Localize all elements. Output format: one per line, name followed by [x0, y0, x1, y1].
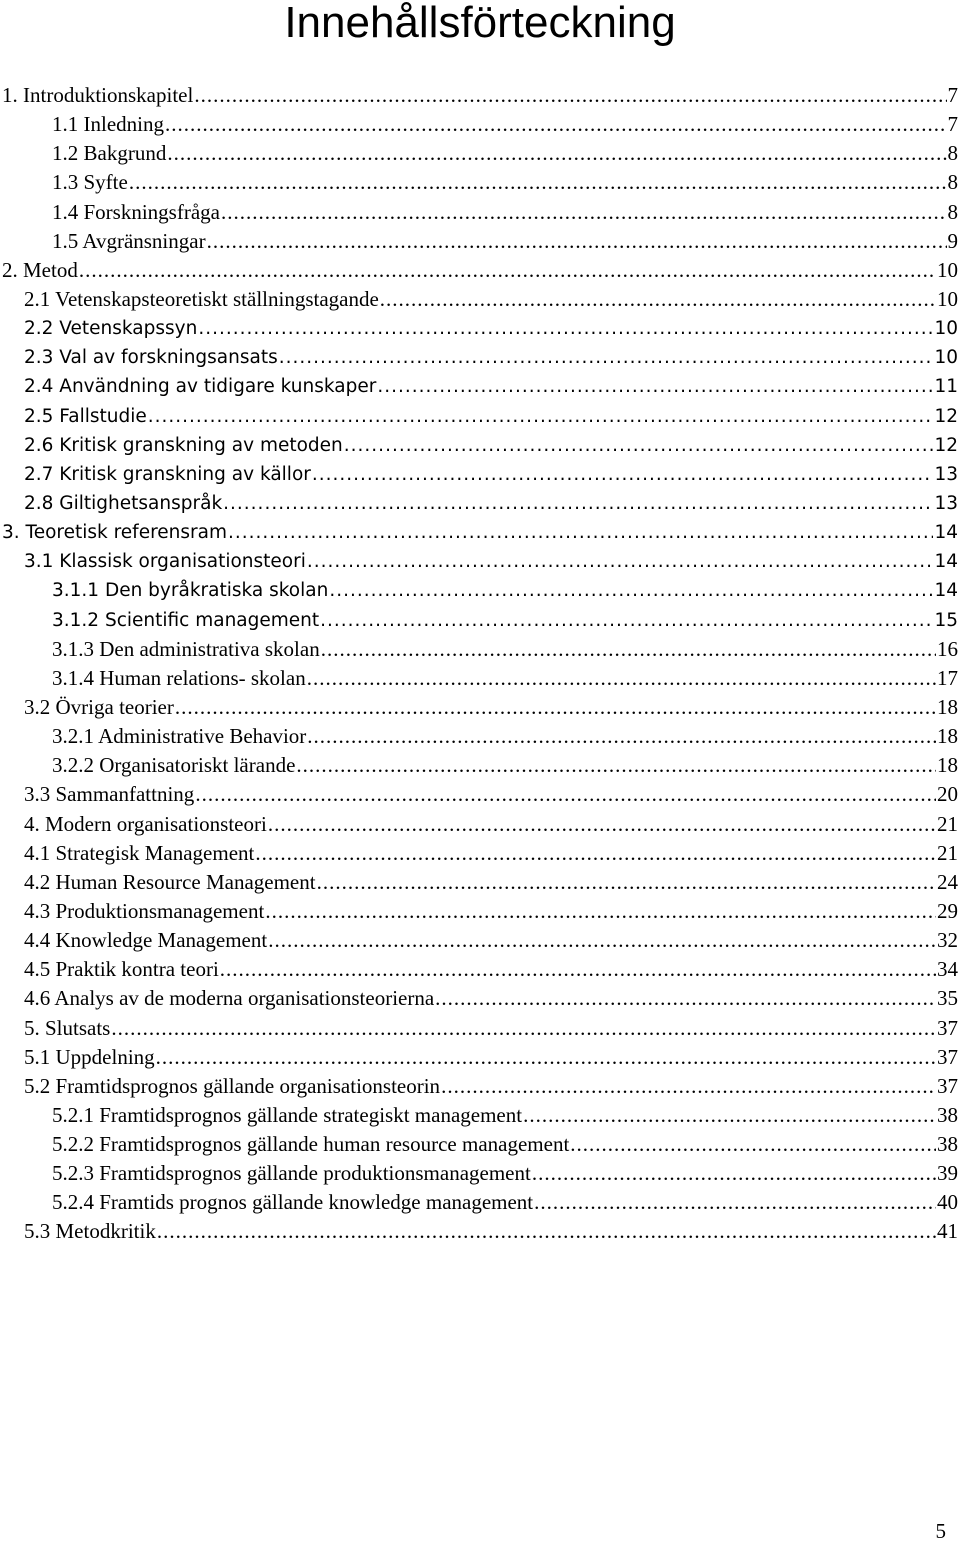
toc-entry-title: 3.2 Övriga teorier [24, 694, 174, 719]
toc-entry[interactable] [0, 227, 960, 256]
toc-entry-title: 3.1 Klassisk organisationsteori [24, 551, 306, 573]
toc-entry-page: 8 [947, 141, 958, 166]
toc-leader-dots [321, 635, 936, 664]
toc-entry-page: 7 [947, 112, 958, 137]
toc-leader-dots [255, 839, 936, 868]
toc-entry-title: 4.1 Strategisk Management [24, 840, 255, 865]
toc-entry[interactable] [0, 810, 960, 839]
toc-leader-dots [111, 1014, 936, 1043]
toc-leader-dots [441, 1072, 936, 1101]
toc-leader-dots [307, 664, 936, 693]
toc-entry[interactable] [0, 168, 960, 197]
toc-entry-page: 10 [934, 347, 958, 369]
toc-entry-page: 38 [937, 1102, 958, 1127]
toc-entry-title: 2.2 Vetenskapssyn [24, 318, 198, 340]
toc-entry-page: 13 [934, 492, 958, 514]
toc-entry-page: 7 [947, 83, 958, 107]
toc-entry-title: 3.2.1 Administrative Behavior [52, 724, 307, 749]
toc-entry-page: 38 [937, 1132, 958, 1157]
toc-entry-title: 1.5 Avgränsningar [52, 228, 206, 253]
toc-entry[interactable] [0, 780, 960, 809]
toc-entry-title: 2.7 Kritisk granskning av källor [24, 463, 311, 485]
toc-entry-title: 4.2 Human Resource Management [24, 869, 316, 894]
toc-leader-dots [207, 227, 947, 256]
toc-entry[interactable] [0, 606, 960, 635]
toc-entry-title: 2. Metod [2, 257, 78, 282]
toc-entry[interactable] [0, 1101, 960, 1130]
toc-leader-dots [532, 1159, 936, 1188]
toc-leader-dots [148, 402, 934, 431]
toc-entry[interactable] [0, 664, 960, 693]
toc-entry-page: 14 [934, 580, 958, 602]
toc-entry-page: 8 [947, 199, 958, 224]
toc-entry[interactable] [0, 693, 960, 722]
toc-leader-dots [329, 576, 933, 605]
toc-entry[interactable] [0, 1130, 960, 1159]
toc-entry-title: 3. Teoretisk referensram [2, 522, 227, 544]
toc-entry-title: 5.1 Uppdelning [24, 1044, 155, 1069]
toc-entry-page: 41 [937, 1219, 958, 1244]
toc-entry[interactable] [0, 926, 960, 955]
toc-leader-dots [435, 984, 936, 1013]
toc-leader-dots [377, 372, 933, 401]
toc-entry-title: 1. Introduktionskapitel [2, 83, 194, 107]
toc-entry-page: 9 [947, 228, 958, 253]
toc-leader-dots [268, 926, 936, 955]
toc-entry-page: 40 [937, 1190, 958, 1215]
toc-leader-dots [195, 780, 936, 809]
toc-leader-dots [307, 547, 934, 576]
toc-leader-dots [167, 139, 946, 168]
toc-leader-dots [296, 751, 936, 780]
toc-entry-title: 5. Slutsats [24, 1015, 111, 1040]
toc-entry-title: 3.1.4 Human relations- skolan [52, 665, 306, 690]
toc-entry-page: 12 [934, 405, 958, 427]
toc-entry[interactable] [0, 576, 960, 605]
toc-entry[interactable] [0, 460, 960, 489]
toc-entry[interactable] [0, 372, 960, 401]
toc-entry-title: 3.3 Sammanfattning [24, 782, 195, 807]
toc-entry[interactable] [0, 1217, 960, 1246]
toc-entry[interactable] [0, 256, 960, 285]
toc-leader-dots [268, 810, 936, 839]
toc-entry[interactable] [0, 81, 960, 110]
toc-entry-title: 4. Modern organisationsteori [24, 811, 267, 836]
toc-leader-dots [79, 256, 936, 285]
toc-entry[interactable] [0, 1014, 960, 1043]
toc-entry[interactable] [0, 722, 960, 751]
toc-entry-page: 11 [934, 376, 958, 398]
toc-entry-title: 4.5 Praktik kontra teori [24, 957, 219, 982]
toc-leader-dots [223, 489, 933, 518]
toc-entry-title: 3.2.2 Organisatoriskt lärande [52, 753, 296, 778]
toc-entry[interactable] [0, 402, 960, 431]
toc-leader-dots [279, 343, 934, 372]
toc-entry-title: 5.2 Framtidsprognos gällande organisationsteorin [24, 1073, 441, 1098]
toc-leader-dots [570, 1130, 936, 1159]
toc-leader-dots [523, 1101, 936, 1130]
toc-leader-dots [194, 81, 946, 110]
toc-entry-title: 2.4 Användning av tidigare kunskaper [24, 376, 377, 398]
page-number: 5 [935, 1519, 946, 1543]
toc-entry-page: 13 [934, 463, 958, 485]
toc-entry-title: 2.3 Val av forskningsansats [24, 347, 278, 369]
toc-leader-dots [380, 285, 936, 314]
toc-entry-page: 20 [937, 782, 958, 807]
toc-entry-page: 16 [937, 636, 958, 661]
toc-entry-page: 15 [934, 609, 958, 631]
toc-entry-title: 1.1 Inledning [52, 112, 164, 137]
toc-leader-dots [228, 518, 933, 547]
page-title: Innehållsförteckning [284, 0, 676, 47]
toc-entry-title: 3.1.3 Den administrativa skolan [52, 636, 320, 661]
toc-entry[interactable] [0, 1159, 960, 1188]
toc-leader-dots [165, 110, 947, 139]
toc-entry[interactable] [0, 431, 960, 460]
toc-leader-dots [221, 198, 947, 227]
toc-leader-dots [534, 1188, 936, 1217]
toc-leader-dots [312, 460, 934, 489]
toc-entry[interactable] [0, 198, 960, 227]
toc-entry-title: 4.6 Analys av de moderna organisationsteorierna [24, 986, 435, 1011]
toc-entry-page: 29 [937, 898, 958, 923]
toc-entry[interactable] [0, 751, 960, 780]
toc-leader-dots [307, 722, 936, 751]
toc-entry-page: 18 [937, 724, 958, 749]
toc-entry[interactable] [0, 518, 960, 547]
toc-leader-dots [317, 868, 936, 897]
toc-entry-page: 39 [937, 1161, 958, 1186]
toc-entry-page: 17 [937, 665, 958, 690]
toc-entry-title: 2.5 Fallstudie [24, 405, 147, 427]
toc-leader-dots [129, 168, 947, 197]
toc-entry-page: 18 [937, 694, 958, 719]
toc-entry-page: 10 [937, 286, 958, 311]
toc-entry-title: 5.2.1 Framtidsprognos gällande strategiskt management [52, 1102, 523, 1127]
toc-entry[interactable] [0, 635, 960, 664]
table-of-contents [0, 81, 960, 1247]
toc-entry[interactable] [0, 1043, 960, 1072]
toc-entry[interactable] [0, 1188, 960, 1217]
toc-entry-page: 14 [934, 551, 958, 573]
toc-leader-dots [157, 1217, 936, 1246]
toc-entry-page: 34 [937, 957, 958, 982]
toc-entry-title: 2.6 Kritisk granskning av metoden [24, 434, 343, 456]
toc-entry[interactable] [0, 868, 960, 897]
toc-entry[interactable] [0, 110, 960, 139]
toc-entry-title: 5.2.2 Framtidsprognos gällande human resource management [52, 1132, 570, 1157]
toc-entry-title: 1.2 Bakgrund [52, 141, 167, 166]
toc-leader-dots [265, 897, 936, 926]
toc-entry-page: 12 [934, 434, 958, 456]
toc-entry-page: 37 [937, 1073, 958, 1098]
toc-entry[interactable] [0, 1072, 960, 1101]
toc-entry-page: 10 [937, 257, 958, 282]
toc-entry-title: 5.3 Metodkritik [24, 1219, 156, 1244]
toc-leader-dots [344, 431, 934, 460]
toc-entry-page: 21 [937, 840, 958, 865]
toc-entry-title: 5.2.4 Framtids prognos gällande knowledge management [52, 1190, 534, 1215]
toc-leader-dots [220, 955, 936, 984]
toc-leader-dots [320, 606, 933, 635]
toc-entry-title: 5.2.3 Framtidsprognos gällande produktionsmanagement [52, 1161, 531, 1186]
toc-entry-title: 3.1.2 Scientific management [52, 609, 320, 631]
toc-entry-page: 21 [937, 811, 958, 836]
toc-entry[interactable] [0, 343, 960, 372]
toc-entry-title: 1.3 Syfte [52, 170, 128, 195]
toc-entry[interactable] [0, 547, 960, 576]
toc-entry[interactable] [0, 897, 960, 926]
toc-entry-page: 18 [937, 753, 958, 778]
toc-entry-title: 4.3 Produktionsmanagement [24, 898, 265, 923]
toc-entry-page: 8 [947, 170, 958, 195]
toc-entry[interactable] [0, 984, 960, 1013]
toc-entry[interactable] [0, 489, 960, 518]
toc-entry-page: 14 [934, 522, 958, 544]
toc-entry-page: 24 [937, 869, 958, 894]
toc-entry-page: 37 [937, 1044, 958, 1069]
toc-entry-page: 10 [934, 318, 958, 340]
toc-leader-dots [175, 693, 936, 722]
toc-entry[interactable] [0, 839, 960, 868]
toc-entry[interactable] [0, 285, 960, 314]
toc-entry[interactable] [0, 955, 960, 984]
toc-entry-title: 2.8 Giltighetsanspråk [24, 492, 223, 514]
toc-entry-page: 32 [937, 928, 958, 953]
toc-entry-title: 1.4 Forskningsfråga [52, 199, 220, 224]
toc-entry[interactable] [0, 314, 960, 343]
toc-entry[interactable] [0, 139, 960, 168]
toc-entry-page: 35 [937, 986, 958, 1011]
toc-entry-title: 3.1.1 Den byråkratiska skolan [52, 580, 329, 602]
toc-entry-title: 4.4 Knowledge Management [24, 928, 268, 953]
toc-leader-dots [156, 1043, 936, 1072]
toc-entry-page: 37 [937, 1015, 958, 1040]
toc-entry-title: 2.1 Vetenskapsteoretiskt ställningstagande [24, 286, 379, 311]
toc-leader-dots [198, 314, 933, 343]
